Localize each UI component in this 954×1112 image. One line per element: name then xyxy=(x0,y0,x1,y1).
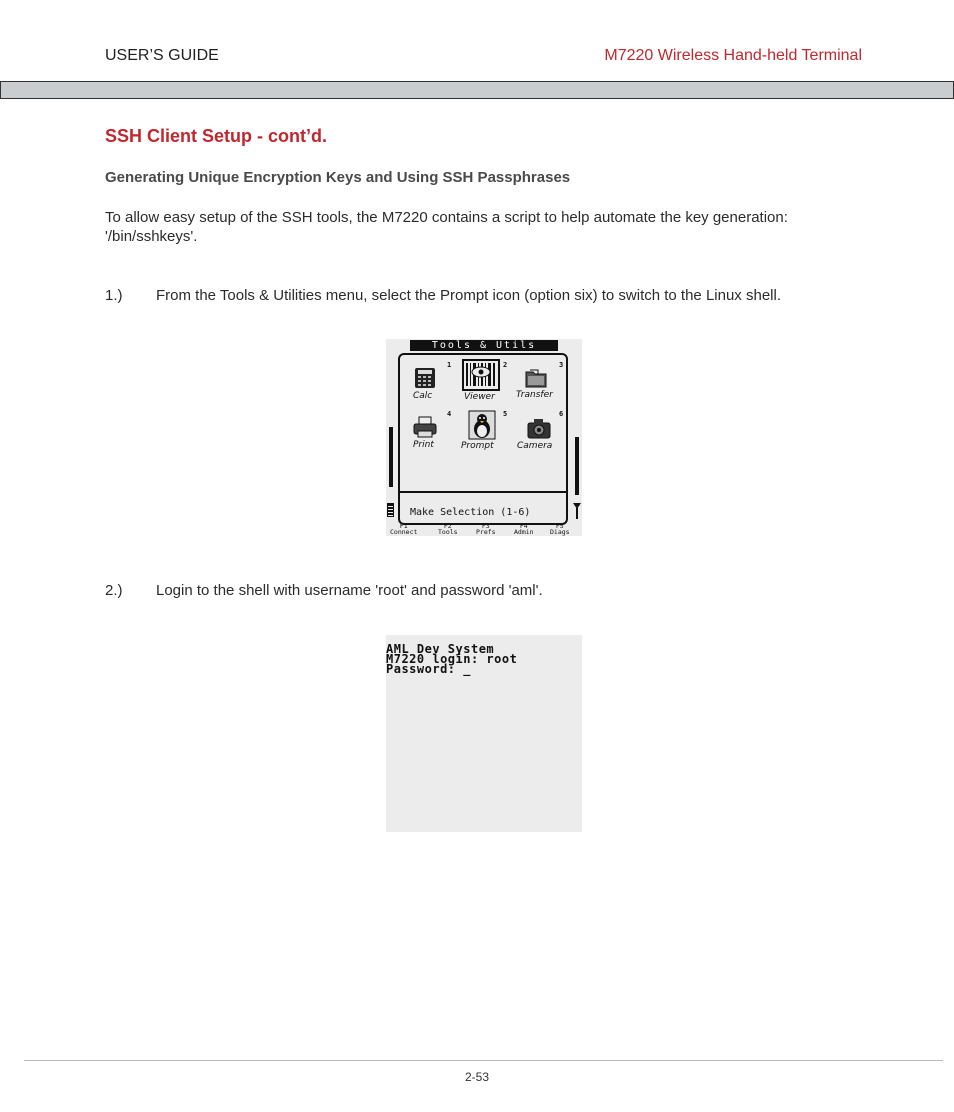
icon-number: 2 xyxy=(503,361,508,369)
right-scrollbar xyxy=(575,437,579,495)
terminal-line: AML Dev System xyxy=(386,642,495,656)
calculator-icon[interactable] xyxy=(413,367,437,389)
header-band xyxy=(0,81,954,99)
icon-number: 5 xyxy=(503,410,508,418)
icon-label-viewer: Viewer xyxy=(464,392,495,402)
fkey-f1-label: Connect xyxy=(390,528,418,536)
step-1-text: From the Tools & Utilities menu, select the Prompt icon (option six) to switch to the Linux shell. xyxy=(156,287,781,304)
make-selection-prompt: Make Selection (1-6) xyxy=(410,507,531,518)
tools-utils-screenshot xyxy=(386,339,582,536)
terminal-line: M7220 login: root xyxy=(386,652,518,666)
signal-antenna-icon xyxy=(572,502,582,520)
screen-title-bar: Tools & Utils xyxy=(410,340,558,351)
header-product-title: M7220 Wireless Hand-held Terminal xyxy=(604,47,862,64)
step-2-text: Login to the shell with username 'root' and password 'aml'. xyxy=(156,582,543,599)
fkey-f3-label: Prefs xyxy=(476,528,496,536)
function-key-f4[interactable] xyxy=(514,523,534,535)
fkey-f3-key: F3 xyxy=(481,522,490,530)
terminal-output xyxy=(386,644,517,674)
icon-number: 3 xyxy=(559,361,564,369)
step-2-number: 2.) xyxy=(105,582,123,599)
function-key-f5[interactable] xyxy=(550,523,570,535)
header-guide-title: USER’S GUIDE xyxy=(105,47,219,64)
terminal-line: Password: _ xyxy=(386,662,471,676)
icon-label-camera: Camera xyxy=(517,441,553,451)
fkey-f4-label: Admin xyxy=(514,528,534,536)
icon-number: 1 xyxy=(447,361,452,369)
prompt-penguin-icon[interactable] xyxy=(468,410,496,440)
intro-paragraph: To allow easy setup of the SSH tools, the M7220 contains a script to help automate the key generation: '/bin/sshkeys'. xyxy=(105,209,788,245)
fkey-f1-key: F1 xyxy=(399,522,408,530)
left-scrollbar xyxy=(389,427,393,487)
function-key-f2[interactable] xyxy=(438,523,458,535)
fkey-f4-key: F4 xyxy=(519,522,528,530)
icon-number: 6 xyxy=(559,410,564,418)
camera-icon[interactable] xyxy=(527,417,551,439)
section-title: SSH Client Setup - cont’d. xyxy=(105,126,328,146)
icon-label-prompt: Prompt xyxy=(461,441,494,451)
viewer-barcode-icon[interactable] xyxy=(462,359,500,391)
function-key-f3[interactable] xyxy=(476,523,496,535)
battery-icon xyxy=(387,503,394,517)
footer-rule xyxy=(24,1060,943,1061)
divider xyxy=(398,491,568,493)
transfer-folder-icon[interactable] xyxy=(524,367,548,389)
fkey-f5-label: Diags xyxy=(550,528,570,536)
printer-icon[interactable] xyxy=(413,416,437,438)
icon-label-transfer: Transfer xyxy=(516,390,553,400)
icon-number: 4 xyxy=(447,410,452,418)
fkey-f5-key: F5 xyxy=(555,522,564,530)
function-key-f1[interactable] xyxy=(390,523,417,535)
icon-label-print: Print xyxy=(413,440,434,450)
fkey-f2-key: F2 xyxy=(443,522,452,530)
login-shell-screenshot xyxy=(386,635,582,832)
page-number: 2-53 xyxy=(464,1070,490,1084)
fkey-f2-label: Tools xyxy=(438,528,458,536)
section-subtitle: Generating Unique Encryption Keys and Using SSH Passphrases xyxy=(105,169,571,186)
icon-label-calc: Calc xyxy=(413,391,433,401)
step-1-number: 1.) xyxy=(105,287,123,304)
